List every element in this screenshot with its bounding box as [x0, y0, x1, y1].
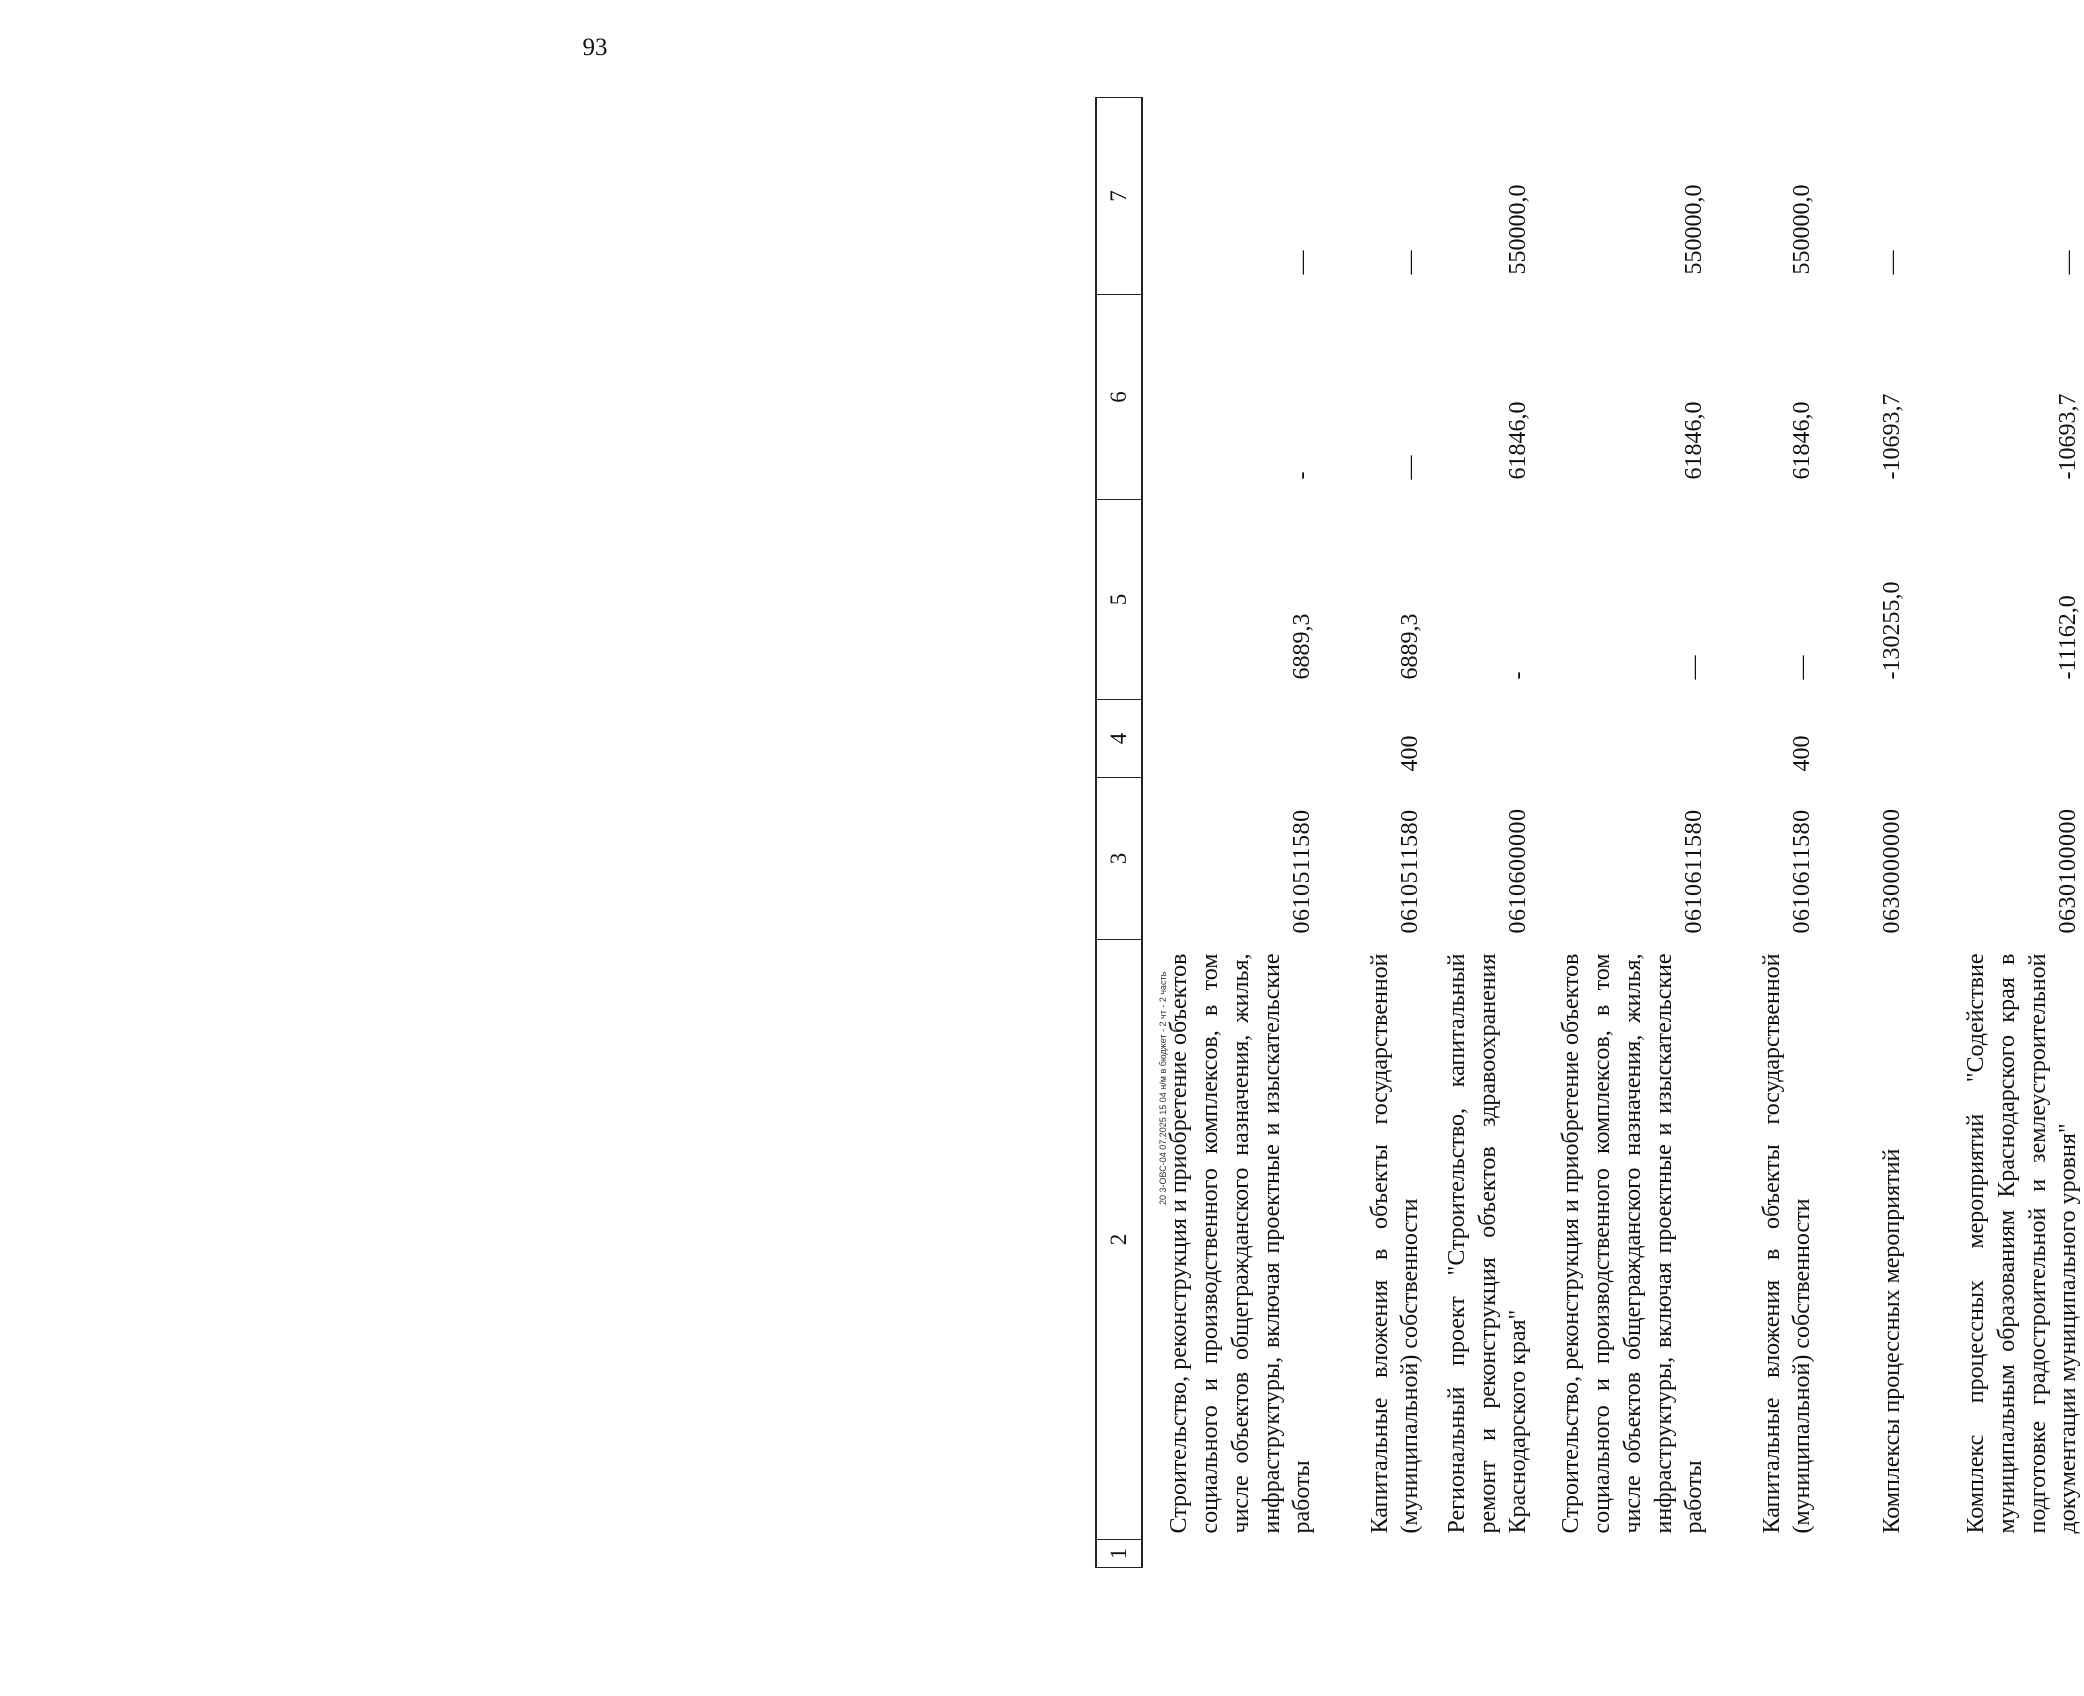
row-expense-type — [1426, 700, 1534, 778]
row-value-col6: -10693,7 — [2055, 393, 2082, 480]
row-value-col7: — — [2055, 250, 2082, 275]
header-col-1: 1 — [1096, 1540, 1142, 1568]
table-row — [1818, 98, 1908, 1568]
row-value-col5: — — [1681, 655, 1708, 680]
row-marker — [1710, 1540, 1818, 1568]
header-row — [1096, 98, 1142, 1568]
row-description: Комплексы процессных мероприятий — [1879, 1148, 1906, 1534]
row-value-col7: — — [1397, 250, 1424, 275]
row-code: 0610511580 — [1397, 809, 1424, 934]
row-description: Строительство, реконструкция и приобретение объектов социального и производственного комплексов, в том числе объектов общегражданского назначения, жилья, инфраструктуры, включая проектные и изыскательские работы — [1558, 953, 1708, 1534]
row-value-col7: 550000,0 — [1681, 184, 1708, 275]
row-marker — [1818, 1540, 1908, 1568]
row-code: 0610611580 — [1681, 809, 1708, 934]
row-code: 0610611580 — [1789, 809, 1816, 934]
row-value-col5: -11162,0 — [2055, 595, 2082, 680]
table-row — [1534, 98, 1710, 1568]
row-value-col7: 550000,0 — [1789, 184, 1816, 275]
row-expense-type — [1534, 700, 1710, 778]
row-description: Капитальные вложения в объекты государственной (муниципальной) собственности — [1366, 953, 1424, 1534]
row-value-col5: 6889,3 — [1397, 613, 1424, 680]
row-description: Капитальные вложения в объекты государственной (муниципальной) собственности — [1758, 953, 1816, 1534]
row-code: 0630100000 — [2055, 808, 2082, 934]
budget-table — [1095, 97, 2084, 1568]
row-value-col6: 61846,0 — [1681, 401, 1708, 480]
row-description: Региональный проект "Строительство, капитальный ремонт и реконструкция объектов здравоохранения Краснодарского края" — [1443, 953, 1532, 1534]
header-col-7: 7 — [1096, 98, 1142, 295]
row-code: 0610600000 — [1505, 808, 1532, 934]
row-value-col7: 550000,0 — [1505, 184, 1532, 275]
row-value-col5: -130255,0 — [1879, 581, 1906, 680]
row-value-col6: 61846,0 — [1789, 401, 1816, 480]
row-expense-type: 400 — [1397, 735, 1424, 772]
header-col-4: 4 — [1096, 700, 1142, 778]
header-col-6: 6 — [1096, 295, 1142, 500]
table-row — [1710, 98, 1818, 1568]
row-value-col5: - — [1505, 671, 1532, 680]
row-value-col7: — — [1289, 250, 1316, 275]
row-expense-type — [1142, 700, 1318, 778]
row-marker — [1534, 1540, 1710, 1568]
row-marker — [1318, 1540, 1426, 1568]
row-value-col6: 61846,0 — [1505, 401, 1532, 480]
page-number: 93 — [582, 34, 608, 61]
row-value-col5: — — [1789, 655, 1816, 680]
row-value-col6: -10693,7 — [1879, 393, 1906, 480]
row-description: Комплекс процессных мероприятий "Содействие муниципальным образованиям Краснодарского края в подготовке градостроительной и землеустроительной документации муниципального уровня" — [1963, 953, 2082, 1534]
row-expense-type — [1818, 700, 1908, 778]
row-code: 0610511580 — [1289, 809, 1316, 934]
footer-note: 20 3-ОВС-04 07.2025 15 04 н/м в бюджет - 2 чт - 2 часть — [1158, 971, 1168, 1205]
table-row — [1318, 98, 1426, 1568]
row-expense-type — [1908, 700, 2084, 778]
header-col-2: 2 — [1096, 940, 1142, 1540]
table-row — [1426, 98, 1534, 1568]
row-value-col6: - — [1289, 471, 1316, 480]
row-expense-type: 400 — [1789, 735, 1816, 772]
rotated-table-container — [1095, 98, 2082, 1568]
row-value-col5: 6889,3 — [1289, 613, 1316, 680]
header-col-5: 5 — [1096, 500, 1142, 700]
header-col-3: 3 — [1096, 778, 1142, 940]
row-value-col6: — — [1397, 455, 1424, 480]
table-row — [1908, 98, 2084, 1568]
row-marker — [1426, 1540, 1534, 1568]
row-marker — [1142, 1540, 1318, 1568]
row-marker — [1908, 1540, 2084, 1568]
table-row — [1142, 98, 1318, 1568]
row-code: 0630000000 — [1879, 808, 1906, 934]
row-value-col7: — — [1879, 250, 1906, 275]
row-description: Строительство, реконструкция и приобретение объектов социального и производственного комплексов, в том числе объектов общегражданского назначения, жилья, инфраструктуры, включая проектные и изыскательские работы — [1166, 953, 1316, 1534]
